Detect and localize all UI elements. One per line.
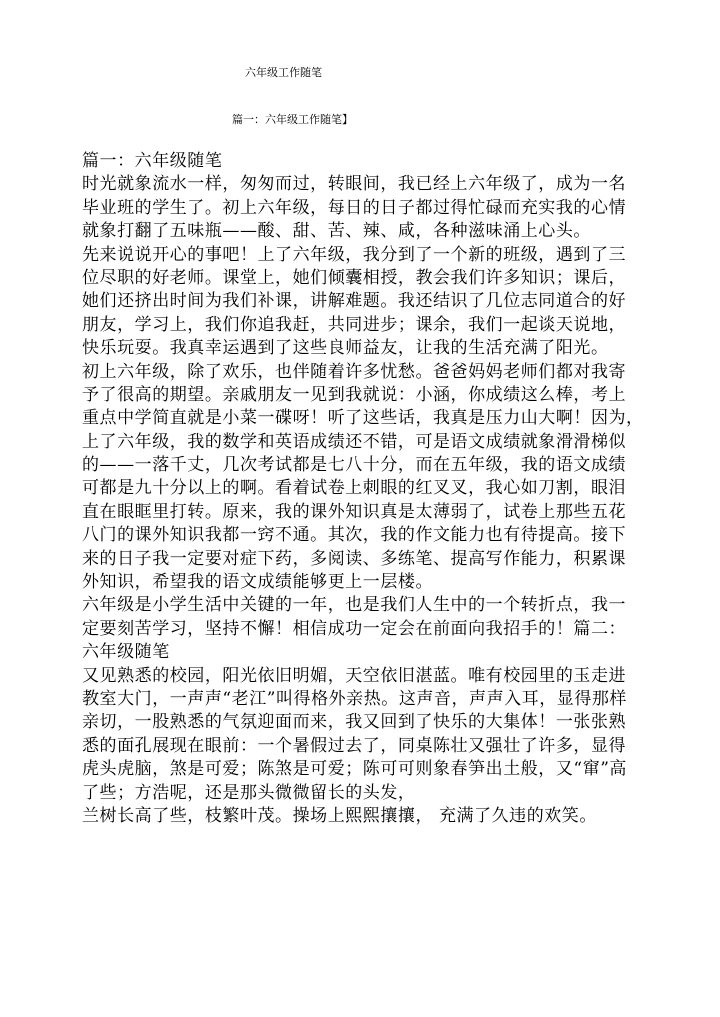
text-line: 悉的面孔展现在眼前：一个暑假过去了，同桌陈壮又强壮了许多，显得 [82,735,627,756]
text-line: 亲切，一股熟悉的气氛迎面而来，我又回到了快乐的大集体！一张张熟 [82,712,627,733]
document-body [82,150,720,828]
text-line: 初上六年级，除了欢乐，也伴随着许多忧愁。爸爸妈妈老师们都对我寄 [82,361,627,382]
text-line: 来的日子我一定要对症下药，多阅读、多练笔、提高写作能力，积累课 [82,548,627,569]
text-line: 朋友，学习上，我们你追我赶，共同进步；课余，我们一起谈天说地， [82,314,627,335]
text-line: 毕业班的学生了。初上六年级，每日的日子都过得忙碌而充实我的心情 [82,197,627,218]
text-line: 又见熟悉的校园，阳光依旧明媚，天空依旧湛蓝。唯有校园里的玉走进 [82,665,627,686]
text-line: 外知识，希望我的语文成绩能够更上一层楼。 [82,572,433,593]
section-title-2: 六年级随笔 [82,642,170,663]
text-line: 她们还挤出时间为我们补课，讲解难题。我还结识了几位志同道合的好 [82,291,627,312]
text-line: 虎头虎脑，煞是可爱；陈煞是可爱；陈可可则象春笋出土般，又“窜”高 [82,759,627,780]
text-line: 就象打翻了五味瓶——酸、甜、苦、辣、咸，各种滋味涌上心头。 [82,221,591,242]
text-line: 八门的课外知识我都一窍不通。其次，我的作文能力也有待提高。接下 [82,525,627,546]
text-line: 教室大门，一声声“老江”叫得格外亲热。这声音，声声入耳，显得那样 [82,688,627,709]
text-line: 重点中学简直就是小菜一碟呀！听了这些话，我真是压力山大啊！因为， [82,408,644,429]
text-line: 了些；方浩呢，还是那头微微留长的头发， [82,782,416,803]
text-line: 先来说说开心的事吧！上了六年级，我分到了一个新的班级，遇到了三 [82,244,627,265]
text-line: 的——一落千丈，几次考试都是七八十分，而在五年级，我的语文成绩 [82,455,627,476]
text-line: 快乐玩耍。我真幸运遇到了这些良师益友，让我的生活充满了阳光。 [82,338,609,359]
text-line: 兰树长高了些，枝繁叶茂。操场上熙熙攘攘， 充满了久违的欢笑。 [82,805,597,826]
text-line: 予了很高的期望。亲戚朋友一见到我就说：小涵，你成绩这么棒，考上 [82,384,627,405]
text-line: 直在眼眶里打转。原来，我的课外知识真是太薄弱了，试卷上那些五花 [82,501,627,522]
text-line: 定要刻苦学习，坚持不懈！相信成功一定会在前面向我招手的！篇二： [82,618,627,639]
text-line: 上了六年级，我的数学和英语成绩还不错，可是语文成绩就象滑滑梯似 [82,431,627,452]
document-header: 六年级工作随笔 [245,66,322,79]
text-line: 位尽职的好老师。课堂上，她们倾囊相授，教会我们许多知识；课后， [82,267,627,288]
section-title-1: 篇一：六年级随笔 [82,151,223,171]
text-line: 可都是九十分以上的啊。看着试卷上刺眼的红叉叉，我心如刀割，眼泪 [82,478,627,499]
document-subheader: 篇一：六年级工作随笔】 [232,113,353,126]
text-line: 时光就象流水一样，匆匆而过，转眼间，我已经上六年级了，成为一名 [82,174,627,195]
text-line: 六年级是小学生活中关键的一年，也是我们人生中的一个转折点，我一 [82,595,627,616]
